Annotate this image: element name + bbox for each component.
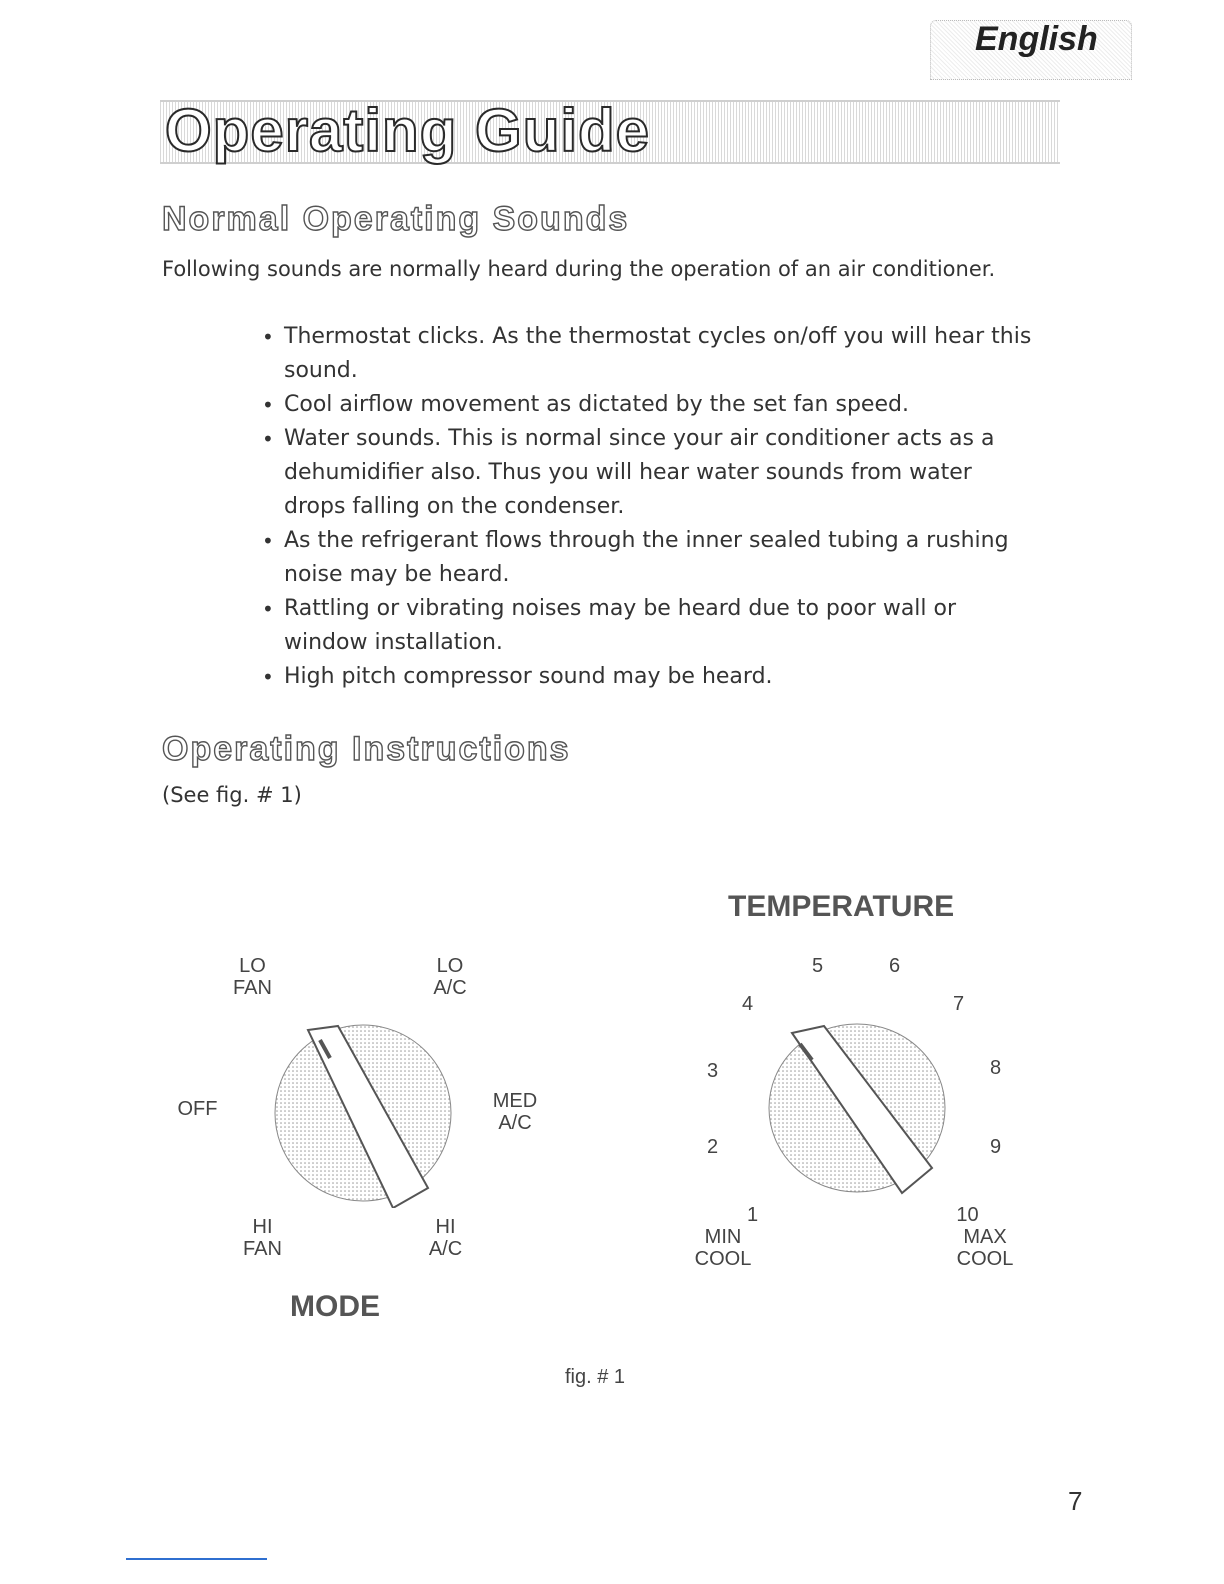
list-item: • As the refrigerant flows through the inner sealed tubing a rushing noise may be heard.: [260, 524, 1040, 592]
list-item: • Thermostat clicks. As the thermostat cycles on/off you will hear this sound.: [260, 320, 1040, 388]
mode-lo-fan: LO FAN: [233, 955, 272, 999]
temp-9: 9: [989, 1136, 1002, 1158]
mode-title: MODE: [290, 1290, 380, 1323]
temperature-knob[interactable]: [762, 1018, 952, 1198]
mode-hi-fan: HI FAN: [243, 1216, 282, 1260]
mode-off: OFF: [177, 1098, 218, 1120]
mode-lo-ac: LO A/C: [433, 955, 467, 999]
temp-2: 2: [706, 1136, 719, 1158]
list-item: • Water sounds. This is normal since your air conditioner acts as a dehumidifier also. Thus you will hear water sounds from water drops falling on the condenser.: [260, 422, 1040, 524]
temp-1: 1: [746, 1204, 759, 1226]
temp-3: 3: [706, 1060, 719, 1082]
temp-max-cool: MAX COOL: [956, 1226, 1014, 1270]
temp-4: 4: [741, 993, 754, 1015]
footer-rule: [126, 1558, 267, 1560]
temp-10: 10: [956, 1204, 979, 1226]
sounds-heading: Normal Operating Sounds: [162, 200, 630, 238]
sounds-intro: Following sounds are normally heard during the operation of an air conditioner.: [162, 257, 996, 281]
mode-hi-ac: HI A/C: [428, 1216, 463, 1260]
list-item: • High pitch compressor sound may be heard.: [260, 660, 1040, 694]
temp-5: 5: [811, 955, 824, 977]
mode-knob[interactable]: [268, 1018, 458, 1208]
language-label: English: [975, 20, 1098, 58]
temp-6: 6: [888, 955, 901, 977]
figure-caption: fig. # 1: [564, 1366, 626, 1388]
instructions-note: (See fig. # 1): [162, 783, 302, 807]
list-item: • Cool airflow movement as dictated by the set fan speed.: [260, 388, 1040, 422]
instructions-heading: Operating Instructions: [162, 730, 571, 768]
page-title: Operating Guide: [165, 97, 651, 164]
temp-7: 7: [952, 993, 965, 1015]
mode-med-ac: MED A/C: [492, 1090, 538, 1134]
page-number: 7: [1068, 1486, 1083, 1516]
sounds-list: [260, 320, 1040, 694]
temp-min-cool: MIN COOL: [694, 1226, 752, 1270]
list-item: • Rattling or vibrating noises may be heard due to poor wall or window installation.: [260, 592, 1040, 660]
temperature-title: TEMPERATURE: [728, 890, 955, 923]
temp-8: 8: [989, 1057, 1002, 1079]
